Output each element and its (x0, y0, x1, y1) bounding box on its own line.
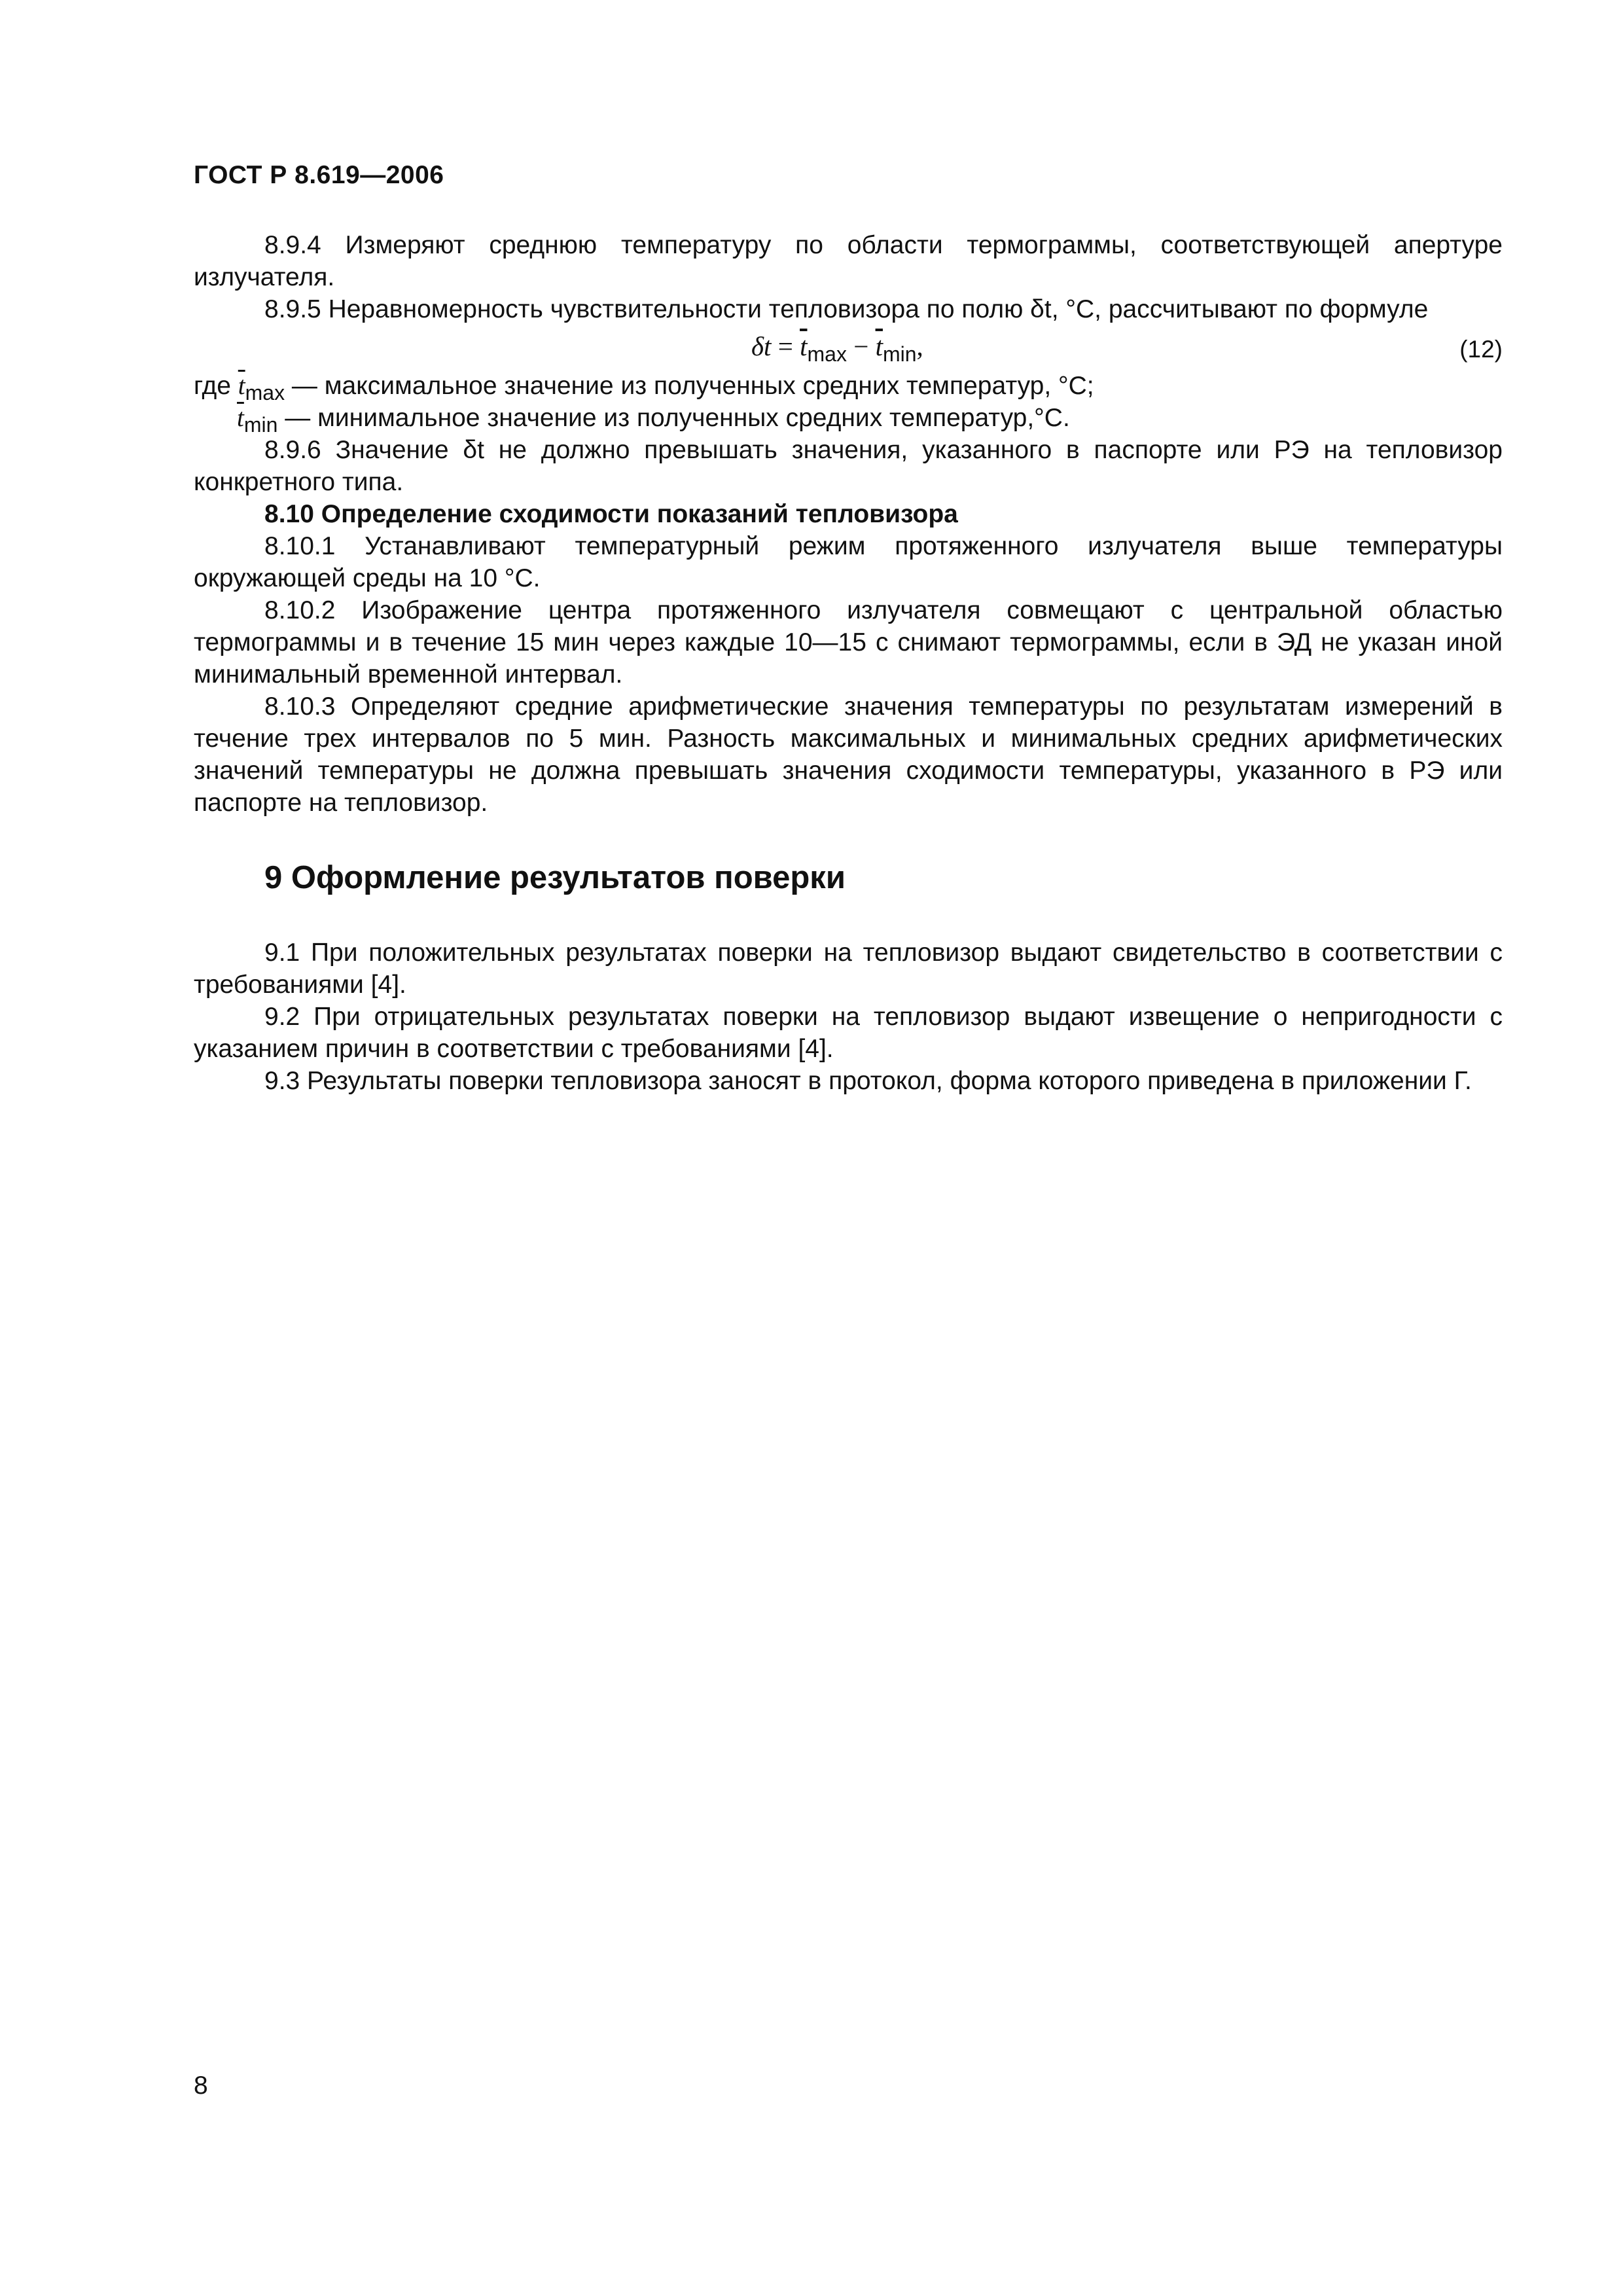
paragraph-8-10-3: 8.10.3 Определяют средние арифметические значения температуры по результатам измерений в течение трех интервалов по 5 мин. Разность максимальных и минимальных средних арифметических значений температуры не должна превышать значения сходимости температуры, указанного в РЭ или паспорте на тепловизор. (194, 692, 1503, 817)
paragraph-8-10-1: 8.10.1 Устанавливают температурный режим протяженного излучателя выше температуры окружающей среды на 10 °С. (194, 532, 1503, 592)
formula-sub-max: max (807, 342, 847, 366)
where-t-min (194, 402, 1503, 437)
where-min-symbol: $\overline{t}$ (237, 404, 244, 432)
section-heading-9: 9 Оформление результатов поверки (264, 860, 846, 895)
paragraph-8-9-4: 8.9.4 Измеряют среднюю температуру по области термограммы, соответствующей апертуре излучателя. (194, 231, 1503, 291)
formula-sub-min: min (882, 342, 917, 366)
formula-12 (751, 331, 923, 366)
paragraph-8-9-5: 8.9.5 Неравномерность чувствительности тепловизора по полю δt, °C, рассчитывают по формуле (264, 295, 1429, 323)
where-min-sub: min (243, 413, 278, 437)
formula-t-max: $\overline{t}$ (800, 331, 808, 361)
paragraph-9-3: 9.3 Результаты поверки тепловизора заносят в протокол, форма которого приведена в приложении Г. (264, 1067, 1472, 1095)
where-t-max (194, 370, 1503, 402)
paragraph-9-2: 9.2 При отрицательных результатах поверки на тепловизор выдают извещение о непригодности с указанием причин в соответствии с требованиями [4]. (194, 1003, 1503, 1063)
paragraph-8-9-6: 8.9.6 Значение δt не должно превышать значения, указанного в паспорте или РЭ на тепловизор конкретного типа. (194, 436, 1503, 496)
page-content (194, 229, 1503, 1097)
where-max-symbol: $\overline{t}$ (238, 372, 245, 400)
formula-number: (12) (1459, 336, 1503, 363)
where-max-sub: max (245, 381, 285, 404)
formula-t-min: $\overline{t}$ (875, 331, 883, 361)
paragraph-9-1: 9.1 При положительных результатах поверки на тепловизор выдают свидетельство в соответствии с требованиями [4]. (194, 939, 1503, 999)
where-max-text: — максимальное значение из полученных средних температур, °C; (285, 372, 1094, 400)
document-code-header: ГОСТ Р 8.619—2006 (194, 161, 444, 189)
formula-tail: , (916, 331, 923, 361)
formula-eq: = (771, 331, 800, 361)
formula-lhs: δt (751, 331, 772, 361)
paragraph-8-10-2: 8.10.2 Изображение центра протяженного излучателя совмещают с центральной областью термограммы и в течение 15 мин через каждые 10—15 с снимают термограммы, если в ЭД не указан иной минимальный временной интервал. (194, 596, 1503, 689)
where-min-text: — минимальное значение из полученных средних температур,°С. (277, 404, 1070, 432)
formula-12-row (194, 327, 1503, 370)
subsection-heading-8-10: 8.10 Определение сходимости показаний тепловизора (264, 500, 958, 528)
where-prefix: где (194, 372, 238, 400)
page-number: 8 (194, 2072, 208, 2100)
formula-minus: − (846, 331, 876, 361)
